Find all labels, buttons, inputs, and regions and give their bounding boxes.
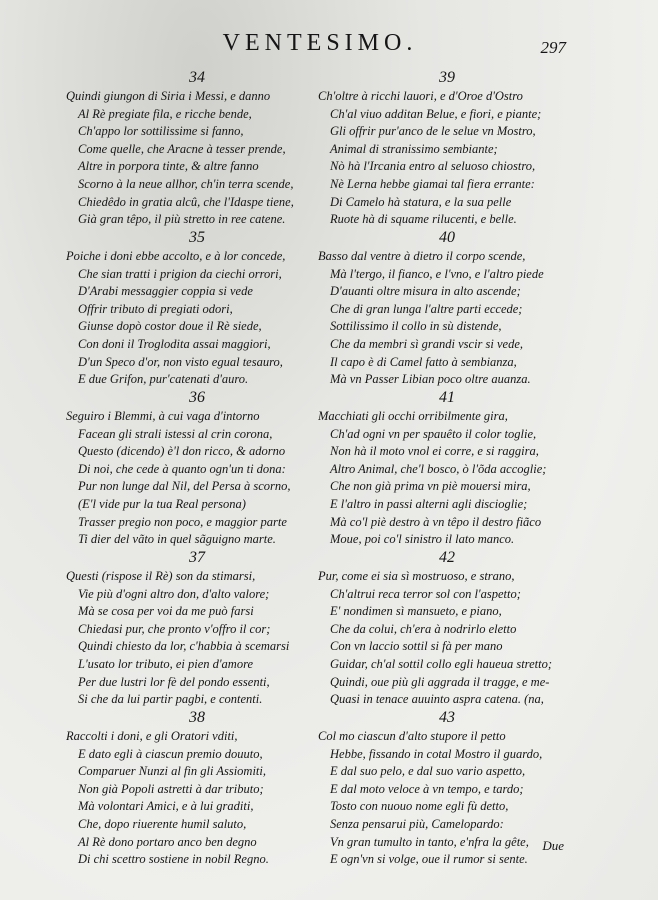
verse-line: Animal di stranissimo sembiante; bbox=[330, 141, 498, 156]
verse-line: Guidar, ch'al sottil collo egli haueua stretto; bbox=[330, 656, 552, 671]
verse-line: D'Arabi messaggier coppia si vede bbox=[78, 284, 253, 299]
verse-line: Nè Lerna hebbe giamai tal fiera errante: bbox=[330, 176, 535, 191]
verse-line: Ch'oltre à ricchi lauori, e d'Oroe d'Ostro bbox=[318, 89, 523, 103]
verse-line: Comparuer Nunzi al fin gli Assiomiti, bbox=[78, 764, 266, 779]
verse-line: Ch'al viuo additan Belue, e fiori, e piante; bbox=[330, 106, 542, 121]
verse-line: Altro Animal, che'l bosco, ò l'õda accoglie; bbox=[330, 461, 547, 476]
stanza bbox=[318, 68, 576, 228]
verse-line: E dato egli à ciascun premio douuto, bbox=[78, 746, 263, 761]
stanza bbox=[318, 708, 576, 868]
verse-line: Che non già prima vn piè mouersi mira, bbox=[330, 479, 531, 494]
verse-line: Con doni il Troglodita assai maggiori, bbox=[78, 336, 271, 351]
verse-line: Che, dopo riuerente humil saluto, bbox=[78, 816, 247, 831]
verse-line: Trasser pregio non poco, e maggior parte bbox=[78, 514, 287, 529]
verse-line: Sottilissimo il collo in sù distende, bbox=[330, 319, 502, 334]
verse-line: Poiche i doni ebbe accolto, e à lor concede, bbox=[66, 249, 286, 263]
verse-line: D'auanti oltre misura in alto ascende; bbox=[330, 284, 521, 299]
verse-line: Nò hà l'Ircania entro al seluoso chiostro, bbox=[330, 159, 536, 174]
verse-line: Gli offrir pur'anco de le selue vn Mostro, bbox=[330, 124, 536, 139]
verse-line: Non hà il moto vnol ei corre, e si raggira, bbox=[330, 444, 539, 459]
verse-line: Hebbe, fissando in cotal Mostro il guardo, bbox=[330, 746, 543, 761]
verse-line: Vn gran tumulto in tanto, e'nfra la gête, bbox=[330, 834, 529, 849]
stanza-number: 39 bbox=[439, 69, 455, 86]
stanza bbox=[66, 228, 328, 388]
stanza bbox=[66, 548, 328, 708]
stanza bbox=[66, 388, 328, 548]
verse-line: Ruote hà di squame rilucenti, e belle. bbox=[330, 212, 517, 227]
verse-line: Chiedasi pur, che pronto v'offro il cor; bbox=[78, 621, 271, 636]
verse-line: Moue, poi co'l sinistro il lato manco. bbox=[330, 532, 515, 547]
verse-line: D'un Speco d'or, non visto egual tesauro, bbox=[78, 354, 283, 369]
verse-line: Quindi chiesto da lor, c'habbia à scemarsi bbox=[78, 639, 290, 654]
verse-line: Facean gli strali istessi al crin corona, bbox=[78, 426, 273, 441]
verse-line: Con vn laccio sottil si fà per mano bbox=[330, 639, 503, 654]
verse-line: Che di gran lunga l'altre parti eccede; bbox=[330, 301, 523, 316]
verse-line: Offrir tributo di pregiati odori, bbox=[78, 301, 233, 316]
verse-line: Altre in porpora tinte, & altre fanno bbox=[78, 159, 259, 174]
stanza bbox=[66, 708, 328, 868]
verse-line: Raccolti i doni, e gli Oratori vditi, bbox=[66, 729, 238, 743]
stanza bbox=[318, 548, 576, 708]
verse-line: E dal moto veloce à vn tempo, e tardo; bbox=[330, 781, 524, 796]
verse-line: Come quelle, che Aracne à tesser prende, bbox=[78, 141, 286, 156]
verse-line: Scorno à la neue allhor, ch'in terra scende, bbox=[78, 176, 294, 191]
catchword: Due bbox=[542, 838, 564, 853]
stanza bbox=[66, 68, 328, 228]
verse-line: Già gran têpo, il più stretto in ree catene. bbox=[78, 212, 286, 227]
verse-line: Pur, come ei sia sì mostruoso, e strano, bbox=[318, 569, 515, 583]
verse-line: Vie più d'ogni altro don, d'alto valore; bbox=[78, 586, 270, 601]
verse-line: Ti dier del vãto in quel sãguigno marte. bbox=[78, 532, 276, 547]
verse-line: Di chi scettro sostiene in nobil Regno. bbox=[78, 852, 269, 867]
verse-line: Giunse dopò costor doue il Rè siede, bbox=[78, 319, 262, 334]
left-column bbox=[66, 68, 328, 868]
stanza-number: 40 bbox=[439, 229, 455, 246]
stanza-number: 35 bbox=[189, 229, 205, 246]
verse-line: E due Grifon, pur'catenati d'auro. bbox=[78, 372, 249, 387]
verse-line: Che da membri sì grandi vscir si vede, bbox=[330, 336, 524, 351]
verse-line: Che da colui, ch'era à nodrirlo eletto bbox=[330, 621, 517, 636]
verse-line: Pur non lunge dal Nil, del Persa à scorno, bbox=[78, 479, 291, 494]
verse-line: Seguiro i Blemmi, à cui vaga d'intorno bbox=[66, 409, 260, 423]
verse-line: Questo (dicendo) è'l don ricco, & adorno bbox=[78, 444, 286, 459]
verse-line: Mà vn Passer Libian poco oltre auanza. bbox=[330, 372, 531, 387]
verse-line: Quindi, oue più gli aggrada il tragge, e me- bbox=[330, 674, 550, 689]
stanza-number: 41 bbox=[439, 389, 455, 406]
verse-line: Chiedêdo in gratia alcû, che l'Idaspe tiene, bbox=[78, 194, 294, 209]
verse-line: Col mo ciascun d'alto stupore il petto bbox=[318, 729, 506, 743]
verse-line: E' nondimen sì mansueto, e piano, bbox=[330, 604, 502, 619]
stanza bbox=[318, 388, 576, 548]
verse-line: Quindi giungon di Siria i Messi, e danno bbox=[66, 89, 271, 103]
verse-line: Il capo è di Camel fatto à sembianza, bbox=[330, 354, 517, 369]
verse-line: E l'altro in passi alterni agli discioglie; bbox=[330, 496, 528, 511]
verse-line: Mà l'tergo, il fianco, e l'vno, e l'altro piede bbox=[330, 266, 544, 281]
stanza bbox=[318, 228, 576, 388]
verse-line: Al Rè dono portaro anco ben degno bbox=[78, 834, 257, 849]
verse-line: Di Camelo hà statura, e la sua pelle bbox=[330, 194, 512, 209]
stanza-number: 36 bbox=[189, 389, 205, 406]
verse-line: Ch'appo lor sottilissime si fanno, bbox=[78, 124, 244, 139]
right-column bbox=[318, 68, 576, 868]
running-head: VENTESIMO. bbox=[222, 30, 418, 56]
stanza-number: 37 bbox=[189, 549, 205, 566]
stanza-number: 42 bbox=[439, 549, 455, 566]
verse-line: Mà volontari Amici, e à lui graditi, bbox=[78, 799, 254, 814]
verse-line: Basso dal ventre à dietro il corpo scende, bbox=[318, 249, 526, 263]
verse-line: Al Rè pregiate fila, e ricche bende, bbox=[78, 106, 252, 121]
verse-line: Che sian tratti i prigion da ciechi orrori, bbox=[78, 266, 282, 281]
stanza-number: 34 bbox=[189, 69, 205, 86]
verse-line: Macchiati gli occhi orribilmente gira, bbox=[318, 409, 508, 423]
verse-line: Mà se cosa per voi da me può farsi bbox=[78, 604, 254, 619]
verse-line: Non già Popoli astretti à dar tributo; bbox=[78, 781, 264, 796]
verse-line: Per due lustri lor fè del pondo essenti, bbox=[78, 674, 270, 689]
verse-line: E dal suo pelo, e dal suo vario aspetto, bbox=[330, 764, 526, 779]
verse-line: Ch'altrui reca terror sol con l'aspetto; bbox=[330, 586, 521, 601]
verse-line: Quasi in tenace auuinto aspra catena. (na, bbox=[330, 692, 544, 707]
verse-line: E ogn'vn si volge, oue il rumor si sente. bbox=[330, 852, 528, 867]
verse-line: Di noi, che cede à quanto ogn'un ti dona: bbox=[78, 461, 286, 476]
verse-line: Ch'ad ogni vn per spauêto il color toglie, bbox=[330, 426, 537, 441]
stanza-number: 38 bbox=[189, 709, 205, 726]
verse-line: Mà co'l piè destro à vn têpo il destro fiãco bbox=[330, 514, 542, 529]
page-number: 297 bbox=[540, 38, 566, 57]
verse-line: Si che da lui partir pagbi, e contenti. bbox=[78, 692, 263, 707]
verse-line: (E'l vide pur la tua Real persona) bbox=[78, 496, 246, 511]
verse-line: Tosto con nuouo nome egli fù detto, bbox=[330, 799, 509, 814]
verse-line: Questi (rispose il Rè) son da stimarsi, bbox=[66, 569, 256, 583]
stanza-number: 43 bbox=[439, 709, 455, 726]
verse-line: L'usato lor tributo, ei pien d'amore bbox=[78, 656, 254, 671]
verse-line: Senza pensarui più, Camelopardo: bbox=[330, 816, 504, 831]
